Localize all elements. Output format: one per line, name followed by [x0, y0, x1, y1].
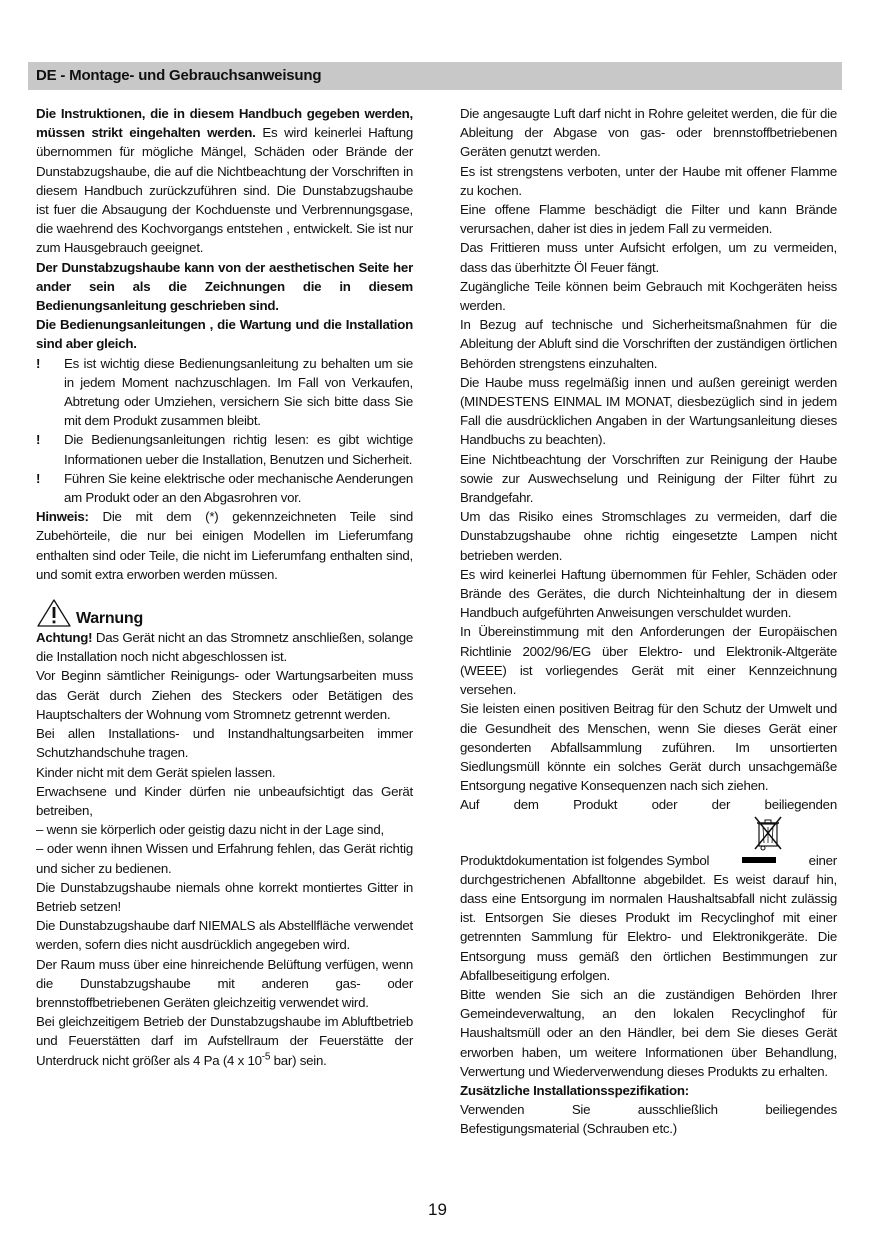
- paragraph: In Bezug auf technische und Sicherheitsmaßnahmen für die Ableitung der Abluft sind die Vorschriften der zuständigen örtlichen Behörden strengstens einzuhalten.: [460, 317, 837, 371]
- spec-line: [460, 1100, 837, 1119]
- spec-line-2: Befestigungsmaterial (Schrauben etc.): [460, 1121, 677, 1137]
- paragraph: Kinder nicht mit dem Gerät spielen lassen.: [36, 764, 276, 780]
- paragraph: Vor Beginn sämtlicher Reinigungs- oder Wartungsarbeiten muss das Gerät durch Ziehen des Steckers oder Betätigen des Hauptschalters der Wohnung vom Stromnetz getrennt werden.: [36, 668, 413, 722]
- exponent: -5: [261, 1051, 271, 1063]
- safety-bullet-list: [36, 354, 413, 508]
- hinweis-paragraph: [36, 507, 413, 584]
- left-column: [36, 104, 413, 1070]
- product-line: [460, 795, 837, 814]
- spec-title: Zusätzliche Installationsspezifikation:: [460, 1082, 689, 1098]
- authorities-paragraph: Bitte wenden Sie sich an die zuständigen Behörden Ihrer Gemeindeverwaltung, an den lokalen Recyclinghof für Haushaltsmüll oder an den Händler, bei dem Sie dieses Gerät erworben haben, um weitere Informationen über Behandlung, Verwertung und Wiederverwendung dieses Produkts zu erhalten.: [460, 986, 837, 1079]
- crossed-bin-icon: [753, 815, 783, 851]
- intro-paragraph: [36, 104, 413, 258]
- word: dem: [513, 797, 539, 813]
- exclamation-icon: !: [36, 470, 41, 486]
- word: Auf: [460, 797, 480, 813]
- warning-title: Warnung: [76, 610, 143, 628]
- list-item: [36, 430, 413, 468]
- paragraph: – oder wenn ihnen Wissen und Erfahrung fehlen, das Gerät richtig und sicher zu bedienen.: [36, 841, 413, 876]
- paragraph: Sie leisten einen positiven Beitrag für den Schutz der Umwelt und die Gesundheit des Menschen, wenn Sie dieses Gerät einer gesonderten Abfallsammlung zuführen. Im unsortierten Siedlungsmüll könnte ein solches Gerät durch unsachgemäße Entsorgung negative Konsequenzen nach sich ziehen.: [460, 701, 837, 794]
- list-item-text: Führen Sie keine elektrische oder mechanische Aenderungen am Produkt oder an den Abgasrohren vor.: [64, 470, 413, 506]
- word: beiliegenden: [764, 797, 837, 813]
- paragraph: – wenn sie körperlich oder geistig dazu nicht in der Lage sind,: [36, 822, 384, 838]
- hinweis-label: Hinweis:: [36, 509, 89, 525]
- pressure-text-b: bar) sein.: [270, 1052, 327, 1068]
- weee-symbol-row: [460, 815, 837, 851]
- right-column: [460, 104, 837, 1139]
- list-item: [36, 469, 413, 507]
- page-number: 19: [428, 1200, 447, 1219]
- section-header: DE - Montage- und Gebrauchsanweisung: [28, 62, 842, 90]
- list-item: [36, 354, 413, 431]
- achtung-label: Achtung!: [36, 630, 93, 646]
- paragraph: Das Frittieren muss unter Aufsicht erfolgen, um zu vermeiden, dass das überhitzte Öl Feuer fängt.: [460, 240, 837, 275]
- paragraph: Eine offene Flamme beschädigt die Filter und kann Brände verursachen, daher ist dies in jedem Fall zu vermeiden.: [460, 202, 837, 237]
- intro-bold-text: Die Instruktionen, die in diesem Handbuch gegeben werden, müssen strikt eingehalten werden.: [36, 106, 413, 141]
- paragraph: In Übereinstimmung mit den Anforderungen der Europäischen Richtlinie 2002/96/EG über Elektro- und Elektronik-Altgeräte (WEEE) ist vorliegendes Gerät mit einer Kennzeichnung versehen.: [460, 624, 837, 698]
- paragraph: Die Dunstabzugshaube niemals ohne korrekt montiertes Gitter in Betrieb setzen!: [36, 879, 413, 914]
- paragraph: Um das Risiko eines Stromschlages zu vermeiden, darf die Dunstabzugshaube ohne richtig eingesetzte Lampen nicht betrieben werden.: [460, 509, 837, 563]
- symbol-line: [460, 851, 837, 870]
- word: Verwenden: [460, 1102, 525, 1118]
- instructions-note: Die Bedienungsanleitungen , die Wartung und die Installation sind aber gleich.: [36, 317, 413, 352]
- word: oder: [651, 797, 678, 813]
- intro-text: Es wird keinerlei Haftung übernommen für mögliche Mängel, Schäden oder Brände der Dunstabzugshaube, die auf die Nichtbeachtung der Vorschriften in diesem Handbuch zurückzuführen sind. Die Dunstabzugshaube ist fuer die Absaugung der Kochduenste und Verbrennungsgase, die waehrend des Kochvorgangs entstehen , entwickelt. Sie ist nur zum Hausgebrauch geeignet.: [36, 125, 414, 256]
- paragraph: Die Dunstabzugshaube darf NIEMALS als Abstellfläche verwendet werden, sofern dies nicht ausdrücklich angegeben wird.: [36, 918, 413, 953]
- symbol-text-left: Produktdokumentation ist folgendes Symbol: [460, 852, 710, 868]
- exclamation-icon: !: [36, 355, 41, 371]
- achtung-paragraph: [36, 628, 413, 666]
- disposal-paragraph: durchgestrichenen Abfalltonne abgebildet. Es weist darauf hin, dass eine Entsorgung im normalen Haushaltsabfall nicht zulässig ist. Entsorgen Sie dieses Produkt im Recyclinghof mit einer getrennten Sammlung für Elektro- und Elektronikgeräte. Die Entsorgung muss gemäß den örtlichen Bestimmungen zur Abfallbeseitigung erfolgen.: [460, 871, 837, 983]
- hinweis-text: Die mit dem (*) gekennzeichneten Teile sind Zubehörteile, die nur bei einigen Modellen im Lieferumfang enthalten sind oder Teile, die nicht im Lieferumfang enthalten sind, und somit extra erworben werden müssen.: [36, 509, 413, 582]
- list-item-text: Die Bedienungsanleitungen richtig lesen: es gibt wichtige Informationen ueber die Installation, Benutzen und Sicherheit.: [64, 432, 413, 467]
- paragraph: Die Haube muss regelmäßig innen und außen gereinigt werden (MINDESTENS EINMAL IM MONAT, diesbezüglich sind in jedem Fall die ausdrücklichen Angaben in der Wartungsanleitung dieses Handbuchs zu beachten).: [460, 374, 837, 448]
- paragraph: Die angesaugte Luft darf nicht in Rohre geleitet werden, die für die Ableitung der Abgase von gas- oder brennstoffbetriebenen Geräten genutzt werden.: [460, 106, 837, 160]
- black-bar-symbol: [742, 857, 776, 863]
- word: Sie: [571, 1102, 591, 1118]
- pressure-paragraph: [36, 1012, 413, 1070]
- word: Produkt: [573, 797, 618, 813]
- word: der: [711, 797, 731, 813]
- paragraph: Zugängliche Teile können beim Gebrauch mit Kochgeräten heiss werden.: [460, 278, 837, 314]
- achtung-text: Das Gerät nicht an das Stromnetz anschließen, solange die Installation noch nicht abgeschlossen ist.: [36, 630, 413, 665]
- word: beiliegendes: [765, 1102, 837, 1118]
- design-note: Der Dunstabzugshaube kann von der aesthetischen Seite her ander sein als die Zeichnungen die in diesem Bedienungsanleitung geschrieben sind.: [36, 259, 413, 314]
- paragraph: Es wird keinerlei Haftung übernommen für Fehler, Schäden oder Brände des Gerätes, die durch Nichteinhaltung der in diesem Handbuch aufgeführten Anweisungen verschuldet wurden.: [460, 566, 837, 621]
- list-item-text: Es ist wichtig diese Bedienungsanleitung zu behalten um sie in jedem Moment nachzuschlagen. Im Fall von Verkaufen, Abtretung oder Umziehen, versichern Sie sich bitte dass Sie mit dem Produkt zusammen bleibt.: [64, 355, 413, 429]
- warning-triangle-icon: [36, 598, 72, 628]
- warning-heading: [36, 598, 413, 628]
- exclamation-icon: !: [36, 432, 41, 448]
- paragraph: Der Raum muss über eine hinreichende Belüftung verfügen, wenn die Dunstabzugshaube mit anderen gas- oder brennstoffbetriebenen Geräten gleichzeitig verwendet wird.: [36, 956, 413, 1010]
- paragraph: Es ist strengstens verboten, unter der Haube mit offener Flamme zu kochen.: [460, 163, 837, 198]
- word: ausschließlich: [637, 1102, 718, 1118]
- paragraph: Eine Nichtbeachtung der Vorschriften zur Reinigung der Haube sowie zur Auswechselung und Reinigung der Filter führt zu Brandgefahr.: [460, 451, 837, 506]
- symbol-text-right: einer: [808, 852, 837, 868]
- paragraph: Bei allen Installations- und Instandhaltungsarbeiten immer Schutzhandschuhe tragen.: [36, 726, 413, 761]
- paragraph: Erwachsene und Kinder dürfen nie unbeaufsichtigt das Gerät betreiben,: [36, 783, 413, 818]
- pressure-text-a: Bei gleichzeitigem Betrieb der Dunstabzugshaube im Abluftbetrieb und Feuerstätten darf im Aufstellraum der Feuerstätte der Unterdruck nicht größer als 4 Pa (4 x 10: [36, 1014, 413, 1068]
